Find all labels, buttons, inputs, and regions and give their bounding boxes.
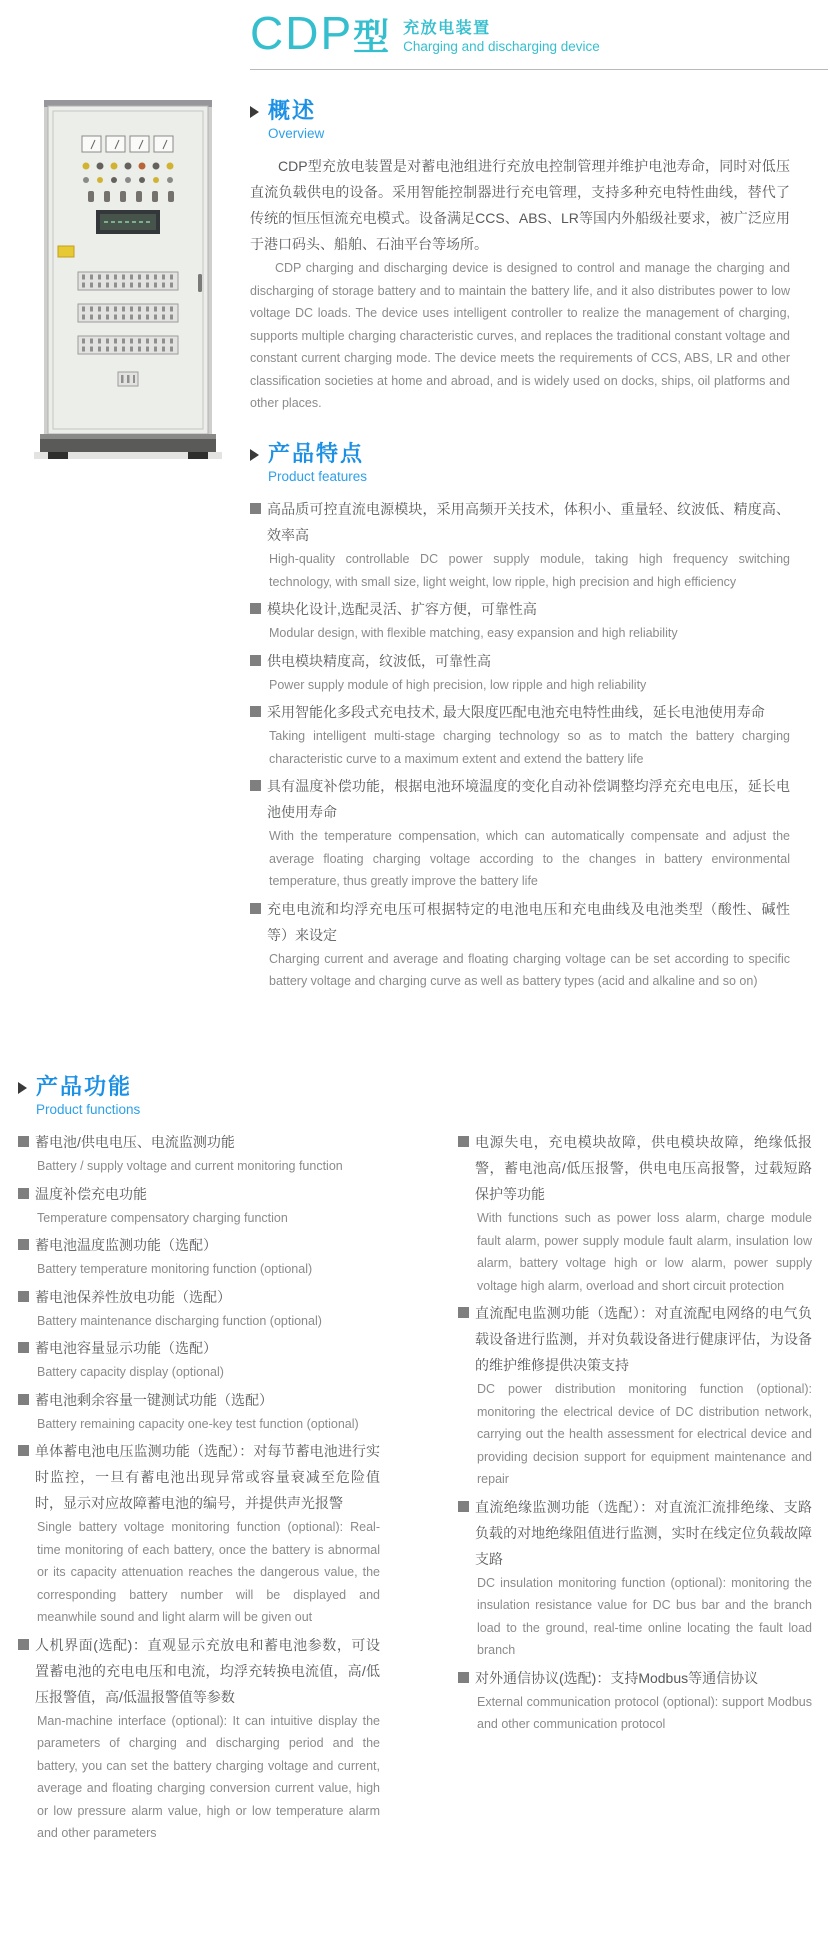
function-text-en: Battery / supply voltage and current monitoring function [37,1159,343,1174]
functions-left-column [18,1129,380,1848]
function-text-zh: 人机界面(选配)：直观显示充放电和蓄电池参数，可设置蓄电池的充电电压和电流，均浮充转换电流值，高/低压报警值，高/低温报警值等参数 [18,1632,380,1710]
function-text-en: With functions such as power loss alarm, charge module fault alarm, power supply module fault alarm, insulation low alarm, battery voltage high or low alarm, power supply voltage high alarm, overload and short circuit protection [477,1211,812,1293]
function-item [458,1129,812,1297]
model-latin: CDP [250,7,354,59]
function-text-zh: 电源失电，充电模块故障，供电模块故障，绝缘低报警，蓄电池高/低压报警，供电电压高报警，过载短路保护等功能 [458,1129,812,1207]
product-model-title [250,7,390,59]
feature-text-zh: 模块化设计,选配灵活、扩容方便，可靠性高 [250,596,790,622]
cabinet-display [96,210,160,234]
cabinet-foot-right [188,452,208,459]
filled-square-icon [250,903,261,914]
feature-item [250,699,790,770]
function-item [458,1494,812,1662]
features-heading-en: Product features [268,469,368,485]
overview-paragraph-en: CDP charging and discharging device is designed to control and manage the charging and discharging of storage battery and to maintain the battery life, and it also distributes power to low voltage DC loads. The device uses intelligent controller to realize the management of charging, supports multiple charging characteristic curves, and replaces the traditional constant voltage and constant current charging mode. The device meets the requirements of CCS, ABS, LR and other classification societies at home and abroad, and is widely used on docks, ships, oil platforms and other places. [250,261,790,411]
cabinet-base-lip [40,434,216,439]
feature-text-en: Charging current and average and floating charging voltage can be set according to specific battery voltage and charging curve as well as battery types (acid and alkaline and so on) [269,951,790,989]
filled-square-icon [250,503,261,514]
function-text-zh: 温度补偿充电功能 [18,1181,380,1207]
functions-right-column [458,1129,812,1848]
function-item [18,1181,380,1230]
functions-columns [18,1129,812,1848]
feature-item [250,596,790,645]
function-item [18,1438,380,1629]
function-text-zh: 对外通信协议(选配)：支持Modbus等通信协议 [458,1665,812,1691]
function-text-zh: 蓄电池保养性放电功能（选配） [18,1284,380,1310]
model-suffix: 型 [353,16,390,57]
feature-text-en: With the temperature compensation, which can automatically compensate and adjust the average floating charging voltage according to the changes in battery environmental temperature, thus greatly improve the battery life [269,829,790,889]
title-row [250,7,828,59]
function-item [18,1284,380,1333]
feature-item [250,648,790,697]
filled-square-icon [250,780,261,791]
main-column [250,98,790,996]
filled-square-icon [458,1307,469,1318]
filled-square-icon [458,1672,469,1683]
feature-text-en: Taking intelligent multi-stage charging technology so as to match the battery charging characteristic curve to a maximum extent and extend the battery life [269,729,790,766]
cabinet-door-handle [198,274,202,292]
function-text-zh: 直流配电监测功能（选配）：对直流配电网络的电气负载设备进行监测，并对负载设备进行健康评估，为设备的维护维修提供决策支持 [458,1300,812,1378]
filled-square-icon [18,1639,29,1650]
overview-heading-en: Overview [268,126,325,142]
function-text-zh: 单体蓄电池电压监测功能（选配）：对每节蓄电池进行实时监控，一旦有蓄电池出现异常或容量衰减至危险值时，显示对应故障蓄电池的编号，并提供声光报警 [18,1438,380,1516]
function-item [18,1387,380,1436]
function-text-en: Battery remaining capacity one-key test function (optional) [37,1416,359,1431]
function-text-en: Temperature compensatory charging function [37,1210,288,1225]
function-text-zh: 蓄电池剩余容量一键测试功能（选配） [18,1387,380,1413]
overview-heading-zh: 概述 [268,98,317,123]
functions-column-gap [380,1129,458,1848]
function-text-en: Battery capacity display (optional) [37,1365,224,1380]
page-header [250,7,828,70]
function-text-zh: 蓄电池温度监测功能（选配） [18,1232,380,1258]
feature-text-zh: 采用智能化多段式充电技术, 最大限度匹配电池充电特性曲线，延长电池使用寿命 [250,699,790,725]
function-item [458,1300,812,1491]
feature-text-zh: 充电电流和均浮充电压可根据特定的电池电压和充电曲线及电池类型（酸性、碱性等）来设定 [250,896,790,948]
function-item [18,1335,380,1384]
function-item [18,1632,380,1845]
function-text-en: DC insulation monitoring function (optional): monitoring the insulation resistance value for DC bus bar and the branch load to the ground, real-time online locating the fault load branch [477,1575,812,1658]
feature-text-en: Modular design, with flexible matching, easy expansion and high reliability [269,626,678,641]
function-text-zh: 蓄电池/供电电压、电流监测功能 [18,1129,380,1155]
right-triangle-icon [250,449,259,461]
filled-square-icon [458,1501,469,1512]
charging-cabinet-photo [32,96,224,464]
filled-square-icon [18,1394,29,1405]
functions-heading-en: Product functions [36,1102,141,1118]
functions-section-header [18,1074,812,1117]
feature-text-en: High-quality controllable DC power supply module, taking high frequency switching technology, with small size, light weight, low ripple, high precision and high efficiency [269,552,790,589]
features-heading-zh: 产品特点 [268,440,365,466]
cabinet-illustration [32,96,224,464]
function-text-zh: 蓄电池容量显示功能（选配） [18,1335,380,1361]
filled-square-icon [250,603,261,614]
product-subtitle [403,15,600,56]
functions-section [18,1074,812,1848]
functions-heading-zh: 产品功能 [36,1074,133,1099]
feature-item [250,773,790,893]
filled-square-icon [250,706,261,717]
function-item [18,1129,380,1178]
function-text-en: Battery maintenance discharging function (optional) [37,1313,322,1328]
function-text-en: Battery temperature monitoring function (optional) [37,1262,313,1277]
features-section-header [250,441,790,484]
cabinet-warning-label [58,246,74,257]
overview-section-header [250,98,790,141]
filled-square-icon [250,655,261,666]
cabinet-foot-left [48,452,68,459]
filled-square-icon [18,1291,29,1302]
filled-square-icon [18,1136,29,1147]
feature-item [250,496,790,593]
subtitle-en: Charging and discharging device [403,39,600,54]
right-triangle-icon [250,106,259,118]
function-text-zh: 直流绝缘监测功能（选配）：对直流汇流排绝缘、支路负载的对地绝缘阻值进行监测，实时在线定位负载故障支路 [458,1494,812,1572]
filled-square-icon [18,1188,29,1199]
subtitle-zh: 充放电装置 [403,20,491,37]
filled-square-icon [458,1136,469,1147]
feature-text-en: Power supply module of high precision, low ripple and high reliability [269,677,647,692]
feature-text-zh: 高品质可控直流电源模块，采用高频开关技术，体积小、重量轻、纹波低、精度高、效率高 [250,496,790,548]
header-divider [250,69,828,70]
right-triangle-icon [18,1082,27,1094]
function-item [18,1232,380,1281]
cabinet-plinth [40,439,216,452]
feature-item [250,896,790,993]
filled-square-icon [18,1342,29,1353]
feature-text-zh: 供电模块精度高，纹波低，可靠性高 [250,648,790,674]
function-item [458,1665,812,1736]
overview-paragraph-zh: CDP型充放电装置是对蓄电池组进行充放电控制管理并维护电池寿命，同时对低压直流负载供电的设备。采用智能控制器进行充电管理，支持多种充电特性曲线，替代了传统的恒压恒流充电模式。设备满足CCS、ABS、LR等国内外船级社要求，被广泛应用于港口码头、船舶、石油平台等场所。 [250,158,790,253]
function-text-en: Single battery voltage monitoring function (optional): Real-time monitoring of each battery, once the battery is abnormal or its capacity attenuation reaches the dangerous value, the corresponding battery number will be displayed and meanwhile sound and light alarm will be given out [37,1520,380,1625]
function-text-en: External communication protocol (optional): support Modbus and other communication protocol [477,1694,812,1732]
filled-square-icon [18,1445,29,1456]
feature-text-zh: 具有温度补偿功能，根据电池环境温度的变化自动补偿调整均浮充充电电压，延长电池使用寿命 [250,773,790,825]
function-text-en: Man-machine interface (optional): It can intuitive display the parameters of charging and discharging period and the battery, you can set the battery charging voltage and current, average and floating charging conversion current value, high or low pressure alarm value, high or low temperature alarm and other parameters [37,1713,380,1841]
filled-square-icon [18,1239,29,1250]
function-text-en: DC power distribution monitoring function (optional): monitoring the electrical device of DC distribution network, carrying out the health assessment for electrical device and providing decision support for equipment maintenance and repair [477,1382,812,1487]
